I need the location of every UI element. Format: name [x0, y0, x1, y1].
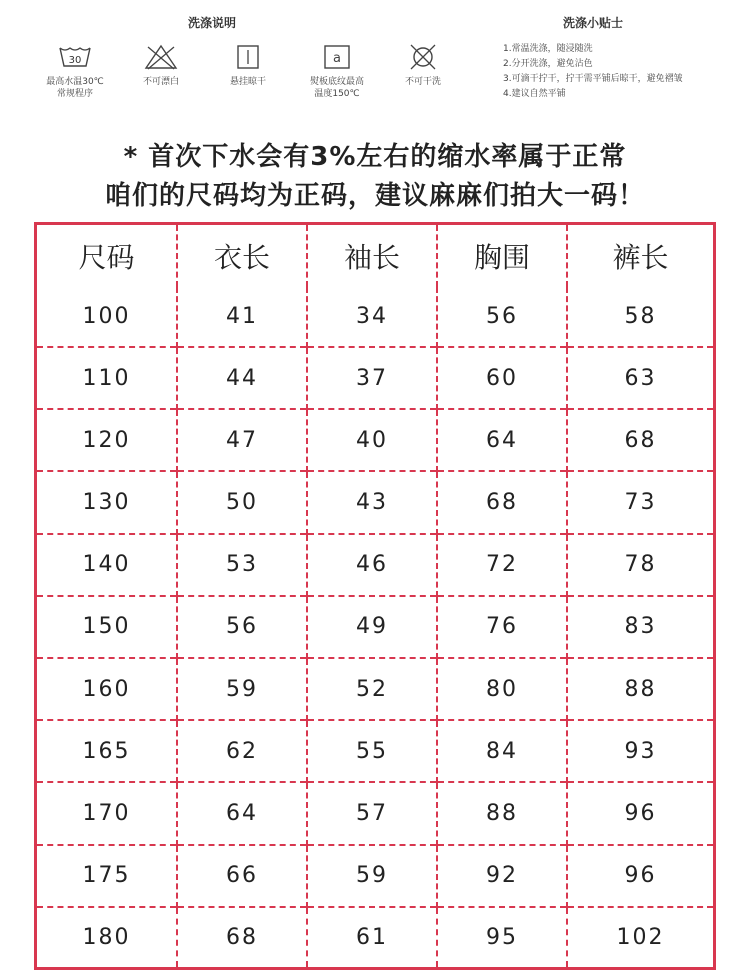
- header-top-length: 衣长: [177, 225, 307, 287]
- table-cell: 88: [437, 782, 567, 844]
- header-chest: 胸围: [437, 225, 567, 287]
- table-cell: 92: [437, 845, 567, 907]
- table-cell: 64: [437, 409, 567, 471]
- table-cell: 88: [567, 658, 713, 720]
- wash-tip: 4.建议自然平铺: [503, 89, 566, 99]
- table-cell: 68: [567, 409, 713, 471]
- table-cell: 140: [37, 534, 177, 596]
- table-row: [37, 782, 713, 844]
- table-cell: 62: [177, 720, 307, 782]
- table-cell: 68: [177, 907, 307, 967]
- header-pants-length: 裤长: [567, 225, 713, 287]
- no-bleach-icon: [144, 44, 178, 70]
- header-size: 尺码: [78, 241, 135, 274]
- hang-dry-caption: 悬挂晾干: [229, 77, 266, 87]
- table-cell: 49: [307, 596, 437, 658]
- table-row: [37, 409, 713, 471]
- wash-tips-list: [503, 42, 683, 102]
- iron-label: a: [333, 51, 341, 66]
- table-cell: 83: [567, 596, 713, 658]
- table-cell: 47: [177, 409, 307, 471]
- no-dry-clean-icon: [406, 44, 440, 70]
- wash-instructions-title: 洗涤说明: [188, 16, 237, 30]
- table-cell: 72: [437, 534, 567, 596]
- table-row: [37, 471, 713, 533]
- table-cell: 102: [567, 907, 713, 967]
- table-cell: 150: [37, 596, 177, 658]
- table-cell: 56: [437, 287, 567, 347]
- table-cell: 175: [37, 845, 177, 907]
- table-cell: 58: [567, 287, 713, 347]
- iron-caption: 熨板底纹最高 温度150℃: [309, 77, 364, 99]
- care-instructions: [0, 0, 750, 120]
- table-cell: 93: [567, 720, 713, 782]
- no-dry-clean-caption: 不可干洗: [404, 77, 441, 87]
- wash-tips-title: 洗涤小贴士: [563, 16, 624, 30]
- size-chart: [34, 222, 716, 970]
- table-row: [37, 534, 713, 596]
- table-cell: 66: [177, 845, 307, 907]
- table-cell: 37: [307, 347, 437, 409]
- table-cell: 46: [307, 534, 437, 596]
- wash-tip: 2.分开洗涤，避免沾色: [503, 59, 593, 69]
- wash-tip: 3.可滴干拧干，拧干需平铺后晾干，避免褶皱: [503, 74, 683, 84]
- table-cell: 50: [177, 471, 307, 533]
- size-advice: 咱们的尺码均为正码，建议麻麻们拍大一码！: [104, 181, 645, 211]
- wash-tip: 1.常温洗涤，随浸随洗: [503, 44, 593, 54]
- table-cell: 76: [437, 596, 567, 658]
- no-bleach-caption: 不可漂白: [142, 77, 179, 87]
- hang-dry-icon: [231, 44, 265, 70]
- shrinkage-notice: * 首次下水会有3%左右的缩水率属于正常: [123, 142, 627, 172]
- table-cell: 59: [177, 658, 307, 720]
- table-cell: 59: [307, 845, 437, 907]
- table-cell: 100: [82, 304, 131, 330]
- iron-icon: [320, 44, 354, 70]
- table-cell: 57: [307, 782, 437, 844]
- table-cell: 40: [307, 409, 437, 471]
- table-row: [37, 596, 713, 658]
- table-header-row: [37, 225, 713, 287]
- table-cell: 44: [177, 347, 307, 409]
- table-cell: 130: [37, 471, 177, 533]
- table-row: [37, 287, 713, 347]
- table-cell: 96: [567, 782, 713, 844]
- wash-temp-label: 30: [68, 55, 82, 66]
- table-cell: 96: [567, 845, 713, 907]
- table-cell: 170: [37, 782, 177, 844]
- table-cell: 41: [177, 287, 307, 347]
- table-cell: 68: [437, 471, 567, 533]
- table-cell: 52: [307, 658, 437, 720]
- table-cell: 56: [177, 596, 307, 658]
- header-sleeve-length: 袖长: [307, 225, 437, 287]
- table-cell: 84: [437, 720, 567, 782]
- table-cell: 80: [437, 658, 567, 720]
- table-cell: 53: [177, 534, 307, 596]
- table-cell: 78: [567, 534, 713, 596]
- table-cell: 180: [37, 907, 177, 967]
- table-cell: 110: [37, 347, 177, 409]
- table-cell: 43: [307, 471, 437, 533]
- table-cell: 95: [437, 907, 567, 967]
- table-cell: 120: [37, 409, 177, 471]
- table-cell: 165: [37, 720, 177, 782]
- table-cell: 55: [307, 720, 437, 782]
- wash-30-caption: 最高水温30℃ 常规程序: [46, 77, 104, 99]
- table-row: [37, 658, 713, 720]
- table-cell: 64: [177, 782, 307, 844]
- table-cell: 63: [567, 347, 713, 409]
- size-table: [37, 225, 713, 967]
- table-cell: 160: [37, 658, 177, 720]
- table-row: [37, 907, 713, 967]
- table-row: [37, 720, 713, 782]
- table-row: [37, 347, 713, 409]
- table-cell: 73: [567, 471, 713, 533]
- wash-30-icon: [58, 44, 92, 70]
- table-row: [37, 845, 713, 907]
- table-cell: 61: [307, 907, 437, 967]
- table-cell: 34: [307, 287, 437, 347]
- table-cell: 60: [437, 347, 567, 409]
